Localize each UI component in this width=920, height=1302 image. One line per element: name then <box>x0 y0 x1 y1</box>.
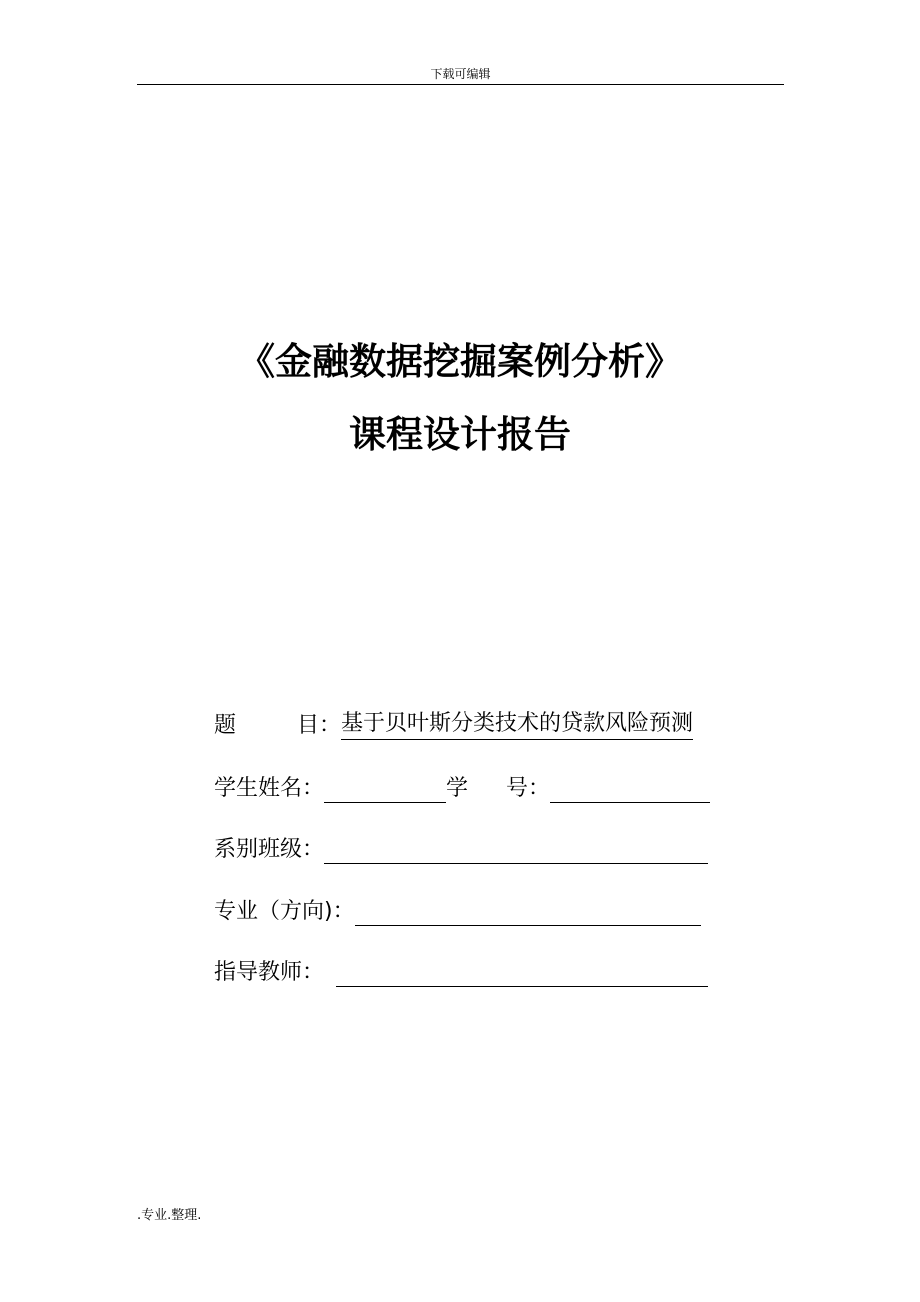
topic-colon: ： <box>319 713 342 738</box>
document-title: 《金融数据挖掘案例分析》 <box>238 340 682 383</box>
advisor-label: 指导教师 <box>214 960 303 985</box>
page-header: 下载可编辑 <box>430 67 491 81</box>
major-row <box>214 892 701 926</box>
student-id-blank <box>550 776 710 803</box>
topic-label: 题目 <box>214 713 319 738</box>
major-colon: ： <box>332 899 355 924</box>
page-footer: .专业.整理. <box>137 1208 202 1223</box>
advisor-row <box>214 953 708 987</box>
student-name-blank <box>324 776 446 803</box>
class-label: 系别班级 <box>214 837 303 862</box>
header-rule <box>137 84 784 85</box>
class-blank <box>324 837 708 864</box>
major-blank <box>355 899 701 926</box>
topic-row <box>214 706 693 740</box>
advisor-colon: ： <box>302 960 325 985</box>
topic-value: 基于贝叶斯分类技术的贷款风险预测 <box>341 710 693 740</box>
student-row <box>214 769 710 803</box>
student-id-label: 学号 <box>446 776 529 801</box>
document-subtitle: 课程设计报告 <box>349 413 571 456</box>
student-id-colon: ： <box>528 776 551 801</box>
student-name-colon: ： <box>302 776 325 801</box>
advisor-blank <box>336 960 708 987</box>
class-row <box>214 830 708 864</box>
class-colon: ： <box>302 837 325 862</box>
major-label: 专业（方向) <box>214 899 333 924</box>
student-name-label: 学生姓名 <box>214 776 303 801</box>
